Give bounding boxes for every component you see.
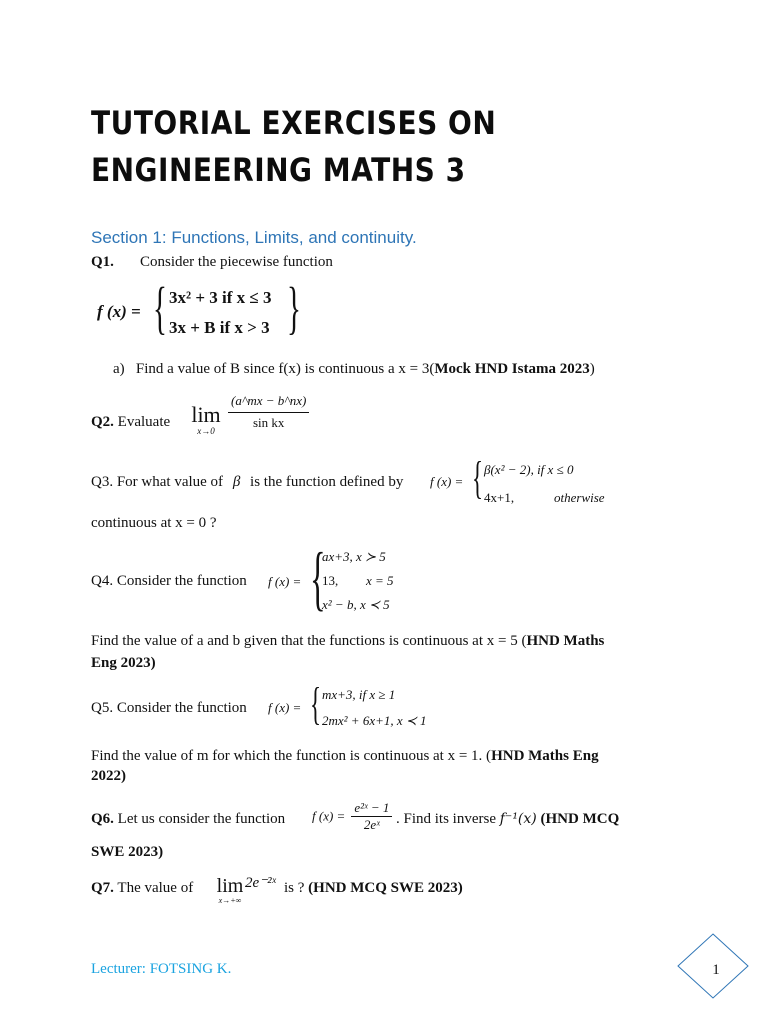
q1-item-a (113, 361, 595, 378)
q7-source: (HND MCQ SWE 2023) (308, 880, 463, 896)
q1-case1: 3x² + 3 if x ≤ 3 (169, 288, 272, 307)
q4-case2-expr: 13, (322, 573, 339, 588)
q6-label: Q6. (91, 811, 114, 827)
q6-source-line1: (HND MCQ (540, 811, 620, 827)
q1-item-a-source: Mock HND Istama 2023 (434, 361, 590, 377)
q1-item-a-text: Find a value of B since f(x) is continuous a x = 3( (135, 361, 435, 377)
q3-case1: β(x² − 2), if x ≤ 0 (484, 462, 574, 477)
q5-source-line2: 2022) (91, 768, 126, 784)
section-heading: Section 1: Functions, Limits, and continuity. (91, 228, 417, 247)
q7-expression: 2e⁻²ˣ (245, 875, 276, 891)
q6-denominator: 2eˣ (363, 817, 380, 832)
q2-label: Q2. (91, 414, 114, 430)
q5-prompt: Q5. Consider the function (91, 700, 247, 716)
footer-lecturer: Lecturer: FOTSING K. (91, 961, 232, 977)
q1-piecewise-function (97, 275, 317, 344)
q2-text: Evaluate (117, 414, 171, 430)
q3-left-brace: { (472, 452, 484, 503)
q1-item-a-prefix: a) (113, 361, 125, 377)
q1-text: Consider the piecewise function (140, 254, 333, 270)
q5-find-text (91, 748, 599, 765)
q4-left-brace: { (310, 538, 326, 618)
document-title-line1: TUTORIAL EXERCISES ON (91, 104, 497, 142)
q5-function-name: f (x) = (268, 700, 302, 715)
q7-text2: is ? (284, 880, 305, 896)
q7-prompt (91, 880, 193, 897)
q6-source-line2: SWE 2023) (91, 844, 164, 860)
q3-function-name: f (x) = (430, 474, 464, 489)
q6-function-name: f (x) = (312, 808, 346, 824)
q7-lim: lim (216, 875, 244, 897)
q2-limit (186, 404, 226, 436)
q1-function-name: f (x) = (97, 302, 141, 321)
document-title-line2: ENGINEERING MATHS 3 (91, 151, 466, 189)
q6-text2: . Find its inverse (396, 811, 496, 827)
q5-left-brace: { (310, 678, 322, 729)
page-number: 1 (712, 962, 720, 978)
q7-tail (284, 880, 463, 897)
q5-case1: mx+3, if x ≥ 1 (322, 687, 396, 702)
q7-lim-sub: x→+∞ (218, 896, 242, 905)
q4-function-name: f (x) = (268, 574, 302, 589)
q2-lim-sub: x→0 (197, 426, 215, 436)
q2-lim: lim (191, 402, 221, 427)
q5-case2: 2mx² + 6x+1, x ≺ 1 (322, 713, 427, 728)
q4-piecewise-function (268, 538, 418, 620)
q3-text2: is the function defined by (250, 474, 404, 490)
q6-function (312, 800, 392, 833)
q3-case2-cond: otherwise (554, 490, 605, 505)
q2-numerator: (a^mx − b^nx) (228, 393, 309, 413)
q4-case2-cond: x = 5 (366, 573, 394, 588)
q2-denominator: sin kx (252, 415, 285, 430)
q1-case2: 3x + B if x > 3 (169, 318, 270, 337)
q6-prompt (91, 811, 285, 828)
q4-find-text (91, 633, 604, 650)
q4-case3: x² − b, x ≺ 5 (322, 597, 390, 612)
q3-beta: β (232, 474, 241, 490)
q5-source-line1: HND Maths Eng (491, 748, 599, 764)
q1-item-a-close: ) (589, 361, 595, 377)
q4-case1: ax+3, x ≻ 5 (322, 549, 386, 564)
q1-right-brace: } (287, 275, 301, 340)
q3-text: Q3. For what value of (91, 474, 224, 490)
q3-continuation: continuous at x = 0 ? (91, 515, 217, 531)
q5-find-body: Find the value of m for which the function is continuous at x = 1. ( (91, 748, 492, 764)
q6-inverse: f⁻¹(x) (499, 811, 537, 827)
q7-label: Q7. (91, 880, 114, 896)
q2-prompt (91, 414, 170, 431)
q7-text: The value of (117, 880, 194, 896)
q3-case2-expr: 4x+1, (484, 490, 515, 505)
q5-piecewise-function (268, 678, 468, 734)
q1-label: Q1. (91, 254, 114, 270)
q4-find-body: Find the value of a and b given that the functions is continuous at x = 5 ( (91, 633, 527, 649)
q2-fraction (228, 393, 309, 431)
q6-text: Let us consider the function (117, 811, 286, 827)
q4-source-line2: Eng 2023) (91, 655, 156, 671)
q4-prompt: Q4. Consider the function (91, 573, 247, 589)
q6-numerator: e²ˣ − 1 (351, 800, 392, 817)
q4-source-line1: HND Maths (526, 633, 605, 649)
q3-piecewise-function (430, 452, 630, 508)
q7-limit (210, 876, 250, 905)
q1-left-brace: { (153, 275, 167, 340)
q3-prompt (91, 474, 403, 491)
q6-inverse-text (396, 811, 619, 828)
